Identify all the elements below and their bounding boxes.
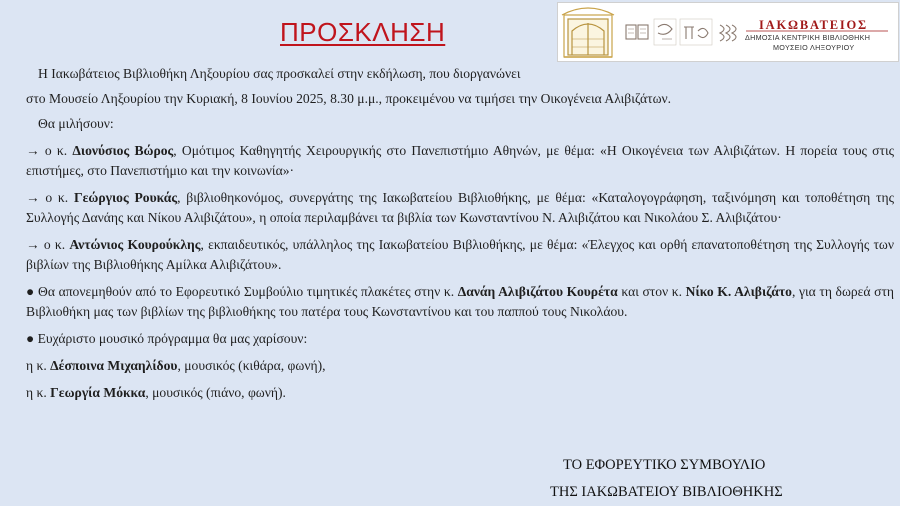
- invitation-body: [26, 64, 894, 403]
- library-logo: [557, 2, 899, 62]
- bullet-icon: ●: [26, 284, 39, 299]
- speaker-name: Γεώργιος Ρουκάς: [73, 190, 178, 205]
- logo-name: ΙΑΚΩΒΑΤΕΙΟΣ: [759, 18, 869, 32]
- honoree-name: Δανάη Αλιβιζάτου Κουρέτα: [457, 284, 618, 299]
- performer-item: η κ. Γεωργία Μόκκα, μουσικός (πιάνο, φωνή).: [26, 385, 286, 400]
- music-heading: ● Ευχάριστο μουσικό πρόγραμμα θα μας χαρίσουν:: [26, 331, 308, 346]
- page-title: ΠΡΟΣΚΛΗΣΗ: [280, 17, 446, 47]
- performer-name: Γεωργία Μόκκα: [50, 385, 146, 400]
- intro-line-2: στο Μουσείο Ληξουρίου την Κυριακή, 8 Ιουνίου 2025, 8.30 μ.μ., προκειμένου να τιμήσει την Οικογένεια Αλιβιζάτων.: [26, 91, 672, 106]
- speaker-name: Διονύσιος Βώρος: [72, 143, 174, 158]
- bullet-icon: ●: [26, 331, 38, 346]
- speaker-item: → ο κ. Γεώργιος Ρουκάς, βιβλιοθηκονόμος, συνεργάτης της Ιακωβατείου Βιβλιοθήκης, με θέμα: «Καταλογογράφηση, ταξινόμηση και τοποθέτηση της Συλλογής Δανάης και Νίκου Αλιβιζάτου», η οποία περιλαμβάνει τα βιβλία των Κωνσταντίνου Ν. Αλιβιζάτου και Νικολάου Σ. Αλιβιζάτου·: [26, 190, 894, 225]
- logo-subtitle-2: ΜΟΥΣΕΙΟ ΛΗΞΟΥΡΙΟΥ: [773, 43, 855, 52]
- intro-line-1: Η Ιακωβάτειος Βιβλιοθήκη Ληξουρίου σας προσκαλεί στην εκδήλωση, που διοργανώνει: [38, 66, 521, 81]
- speakers-heading: Θα μιλήσουν:: [38, 116, 114, 131]
- awards-paragraph: ● Θα απονεμηθούν από το Εφορευτικό Συμβούλιο τιμητικές πλακέτες στην κ. Δανάη Αλιβιζάτου Κουρέτα και στον κ. Νίκο Κ. Αλιβιζάτο, για τη δωρεά στη Βιβλιοθήκη μας των βιβλίων της βιβλιοθήκης του πατέρα τους Κωνσταντίνου και του παππού τους Νικολάου.: [26, 284, 895, 319]
- logo-subtitle: ΔΗΜΟΣΙΑ ΚΕΝΤΡΙΚΗ ΒΙΒΛΙΟΘΗΚΗ: [745, 33, 871, 42]
- speaker-item: → ο κ. Διονύσιος Βώρος, Ομότιμος Καθηγητής Χειρουργικής στο Πανεπιστήμιο Αθηνών, με θέμα: «Η Οικογένεια των Αλιβιζάτων. Η πορεία τους στις επιστήμες, στο Πανεπιστήμιο και την κοινωνία»·: [26, 143, 895, 178]
- performer-item: η κ. Δέσποινα Μιχαηλίδου, μουσικός (κιθάρα, φωνή),: [26, 358, 326, 373]
- speaker-item: → ο κ. Αντώνιος Κουρούκλης, εκπαιδευτικός, υπάλληλος της Ιακωβατείου Βιβλιοθήκης, με θέμα: «Έλεγχος και ορθή επανατοποθέτηση της Συλλογής των βιβλίων της Βιβλιοθήκης Αμίλκα Αλιβιζάτου».: [26, 237, 895, 272]
- speaker-name: Αντώνιος Κουρούκλης: [69, 237, 201, 252]
- honoree-name: Νίκο Κ. Αλιβιζάτο: [685, 284, 792, 299]
- performer-name: Δέσποινα Μιχαηλίδου: [50, 358, 178, 373]
